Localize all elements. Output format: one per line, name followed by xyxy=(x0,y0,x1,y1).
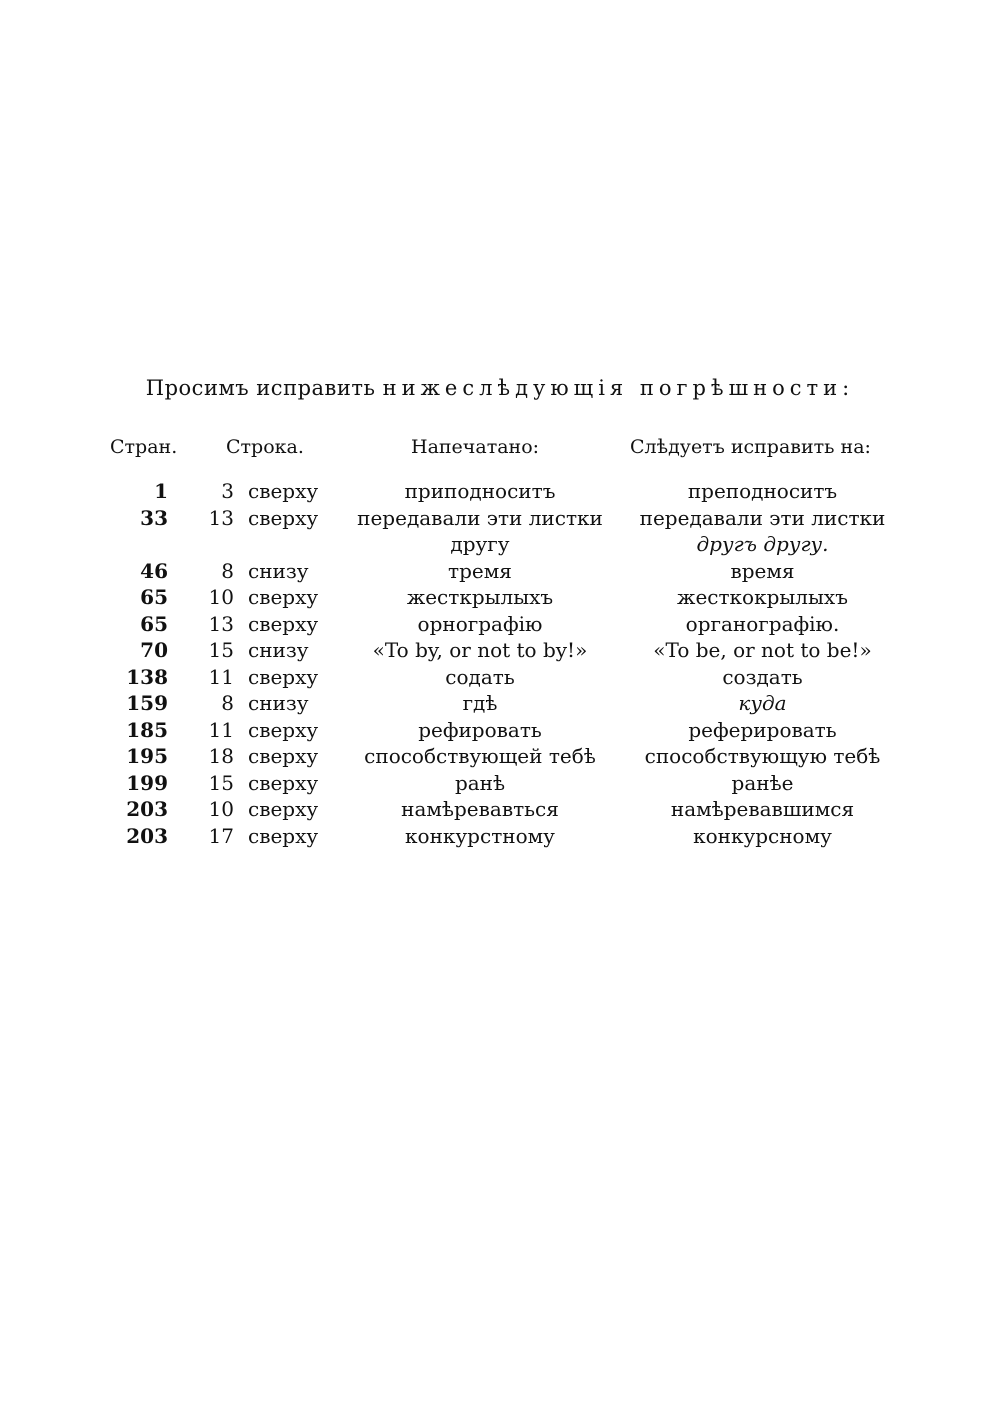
column-header-printed: Напечатано: xyxy=(411,436,540,458)
printed-text: ранѣ xyxy=(454,770,506,795)
line-number: 11 xyxy=(208,717,234,742)
line-number: 10 xyxy=(208,585,234,609)
errata-row xyxy=(0,584,1000,611)
page-number: 33 xyxy=(140,505,168,530)
page-number: 65 xyxy=(140,611,168,636)
corrected-text: преподноситъ xyxy=(687,479,838,503)
line-direction: снизу xyxy=(248,691,309,715)
page-number: 185 xyxy=(126,717,168,742)
line-number: 13 xyxy=(208,611,234,636)
printed-text: тремя xyxy=(448,558,512,583)
printed-text: передавали эти листки xyxy=(357,505,603,530)
printed-text: жесткрылыхъ xyxy=(406,585,554,609)
line-direction: сверху xyxy=(248,744,319,768)
corrected-text: ранѣе xyxy=(731,770,794,795)
line-direction: сверху xyxy=(248,664,319,689)
line-direction: сверху xyxy=(248,770,319,795)
line-number: 18 xyxy=(208,744,234,768)
page-number: 203 xyxy=(126,797,168,821)
line-number: 8 xyxy=(221,558,234,583)
line-direction: снизу xyxy=(248,638,309,662)
page-number: 203 xyxy=(126,823,168,848)
corrected-text: «To be, or not to be!» xyxy=(653,638,872,662)
errata-row xyxy=(0,611,1000,638)
line-direction: сверху xyxy=(248,611,319,636)
line-number: 17 xyxy=(208,823,234,848)
column-header-correction: Слѣдуетъ исправить на: xyxy=(630,436,871,458)
line-direction: сверху xyxy=(248,717,319,742)
page-number: 138 xyxy=(126,664,168,689)
printed-text: конкурстному xyxy=(405,823,555,848)
errata-table xyxy=(0,478,1000,849)
printed-text: приподноситъ xyxy=(404,479,556,503)
corrected-text: жесткокрылыхъ xyxy=(677,585,848,609)
page-number: 65 xyxy=(140,585,168,609)
printed-text: содать xyxy=(445,664,515,689)
printed-text: намѣревавться xyxy=(401,797,559,821)
errata-row xyxy=(0,743,1000,770)
errata-row xyxy=(0,717,1000,744)
line-direction: сверху xyxy=(248,585,319,609)
corrected-text: создать xyxy=(722,664,803,689)
page-number: 199 xyxy=(126,770,168,795)
errata-title-spaced: нижеслѣдующія погрѣшности: xyxy=(382,376,855,400)
printed-text: орнографію xyxy=(417,611,543,636)
line-number: 13 xyxy=(208,505,234,530)
line-direction: сверху xyxy=(248,797,319,821)
corrected-text-continuation: другъ другу. xyxy=(696,531,829,556)
errata-row xyxy=(0,796,1000,823)
corrected-text: куда xyxy=(738,691,787,715)
column-header-line: Строка. xyxy=(226,436,304,458)
line-number: 15 xyxy=(208,770,234,795)
errata-title-lead: Просимъ исправить xyxy=(145,376,376,400)
corrected-text: намѣревавшимся xyxy=(670,797,855,821)
errata-row xyxy=(0,505,1000,558)
page-number: 195 xyxy=(126,744,168,768)
printed-text-continuation: другу xyxy=(450,531,510,556)
printed-text: гдѣ xyxy=(462,691,498,715)
corrected-text: время xyxy=(730,558,795,583)
errata-row xyxy=(0,823,1000,850)
line-direction: сверху xyxy=(248,505,319,530)
printed-text: «To by, or not to by!» xyxy=(372,638,588,662)
corrected-text: органографію. xyxy=(685,611,840,636)
line-number: 10 xyxy=(208,797,234,821)
page-number: 46 xyxy=(140,558,168,583)
line-direction: сверху xyxy=(248,823,319,848)
errata-row xyxy=(0,770,1000,797)
errata-row xyxy=(0,637,1000,664)
page-number: 70 xyxy=(140,638,168,662)
errata-row xyxy=(0,478,1000,505)
printed-text: способствующей тебѣ xyxy=(364,744,596,768)
corrected-text: способствующую тебѣ xyxy=(644,744,881,768)
line-number: 8 xyxy=(221,691,234,715)
errata-row xyxy=(0,664,1000,691)
line-number: 3 xyxy=(221,479,234,503)
corrected-text: реферировать xyxy=(688,717,837,742)
corrected-text: конкурсному xyxy=(693,823,832,848)
errata-title xyxy=(0,376,1000,400)
page-number: 159 xyxy=(126,691,168,715)
errata-row xyxy=(0,558,1000,585)
column-header-page: Стран. xyxy=(110,436,178,458)
errata-row xyxy=(0,690,1000,717)
line-direction: сверху xyxy=(248,479,319,503)
line-number: 11 xyxy=(208,664,234,689)
line-number: 15 xyxy=(208,638,234,662)
printed-text: рефировать xyxy=(418,717,542,742)
corrected-text: передавали эти листки xyxy=(639,505,886,530)
line-direction: снизу xyxy=(248,558,309,583)
page-number: 1 xyxy=(154,479,168,503)
